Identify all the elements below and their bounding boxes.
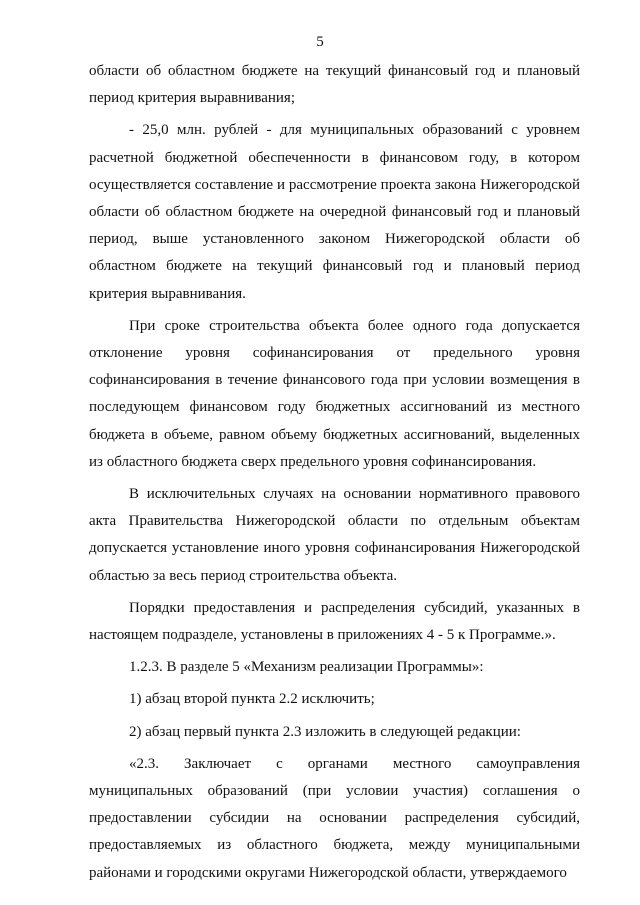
paragraph-subsidy-procedures: Порядки предоставления и распределения субсидий, указанных в настоящем подразделе, установлены в приложениях 4 - 5 к Программе.». [89, 599, 580, 644]
document-body [89, 58, 580, 887]
page-number: 5 [316, 34, 324, 50]
paragraph-subsidy-criterion: - 25,0 млн. рублей - для муниципальных образований с уровнем расчетной бюджетной обеспеченности в финансовом году, в котором осуществляется составление и рассмотрение проекта закона Нижегородской области об областном бюджете на очередной финансовый год и плановый период, выше установленного законом Нижегородской области об областном бюджете на текущий финансовый год и плановый период критерия выравнивания. [89, 122, 580, 302]
list-item-1: 1) абзац второй пункта 2.2 исключить; [129, 691, 375, 708]
paragraph-section-5-heading: 1.2.3. В разделе 5 «Механизм реализации Программы»: [129, 659, 484, 676]
paragraph-clause-2-3: «2.3. Заключает с органами местного самоуправления муниципальных образований (при условии участия) соглашения о предоставлении субсидии на основании распределения субсидий, предоставляемых из областного бюджета, между муниципальными районами и городскими округами Нижегородской области, утверждаемого [89, 755, 580, 881]
paragraph-exceptional-cases: В исключительных случаях на основании нормативного правового акта Правительства Нижегородской области по отдельным объектам допускается установление иного уровня софинансирования Нижегородской областью за весь период строительства объекта. [89, 486, 580, 584]
paragraph-continuation: области об областном бюджете на текущий финансовый год и плановый период критерия выравнивания; [89, 63, 580, 107]
list-item-2: 2) абзац первый пункта 2.3 изложить в следующей редакции: [129, 723, 521, 740]
paragraph-construction-term: При сроке строительства объекта более одного года допускается отклонение уровня софинансирования от предельного уровня софинансирования в течение финансового года при условии возмещения в последующем финансовом году бюджетных ассигнований из местного бюджета в объеме, равном объему бюджетных ассигнований, выделенных из областного бюджета сверх предельного уровня софинансирования. [89, 317, 580, 470]
